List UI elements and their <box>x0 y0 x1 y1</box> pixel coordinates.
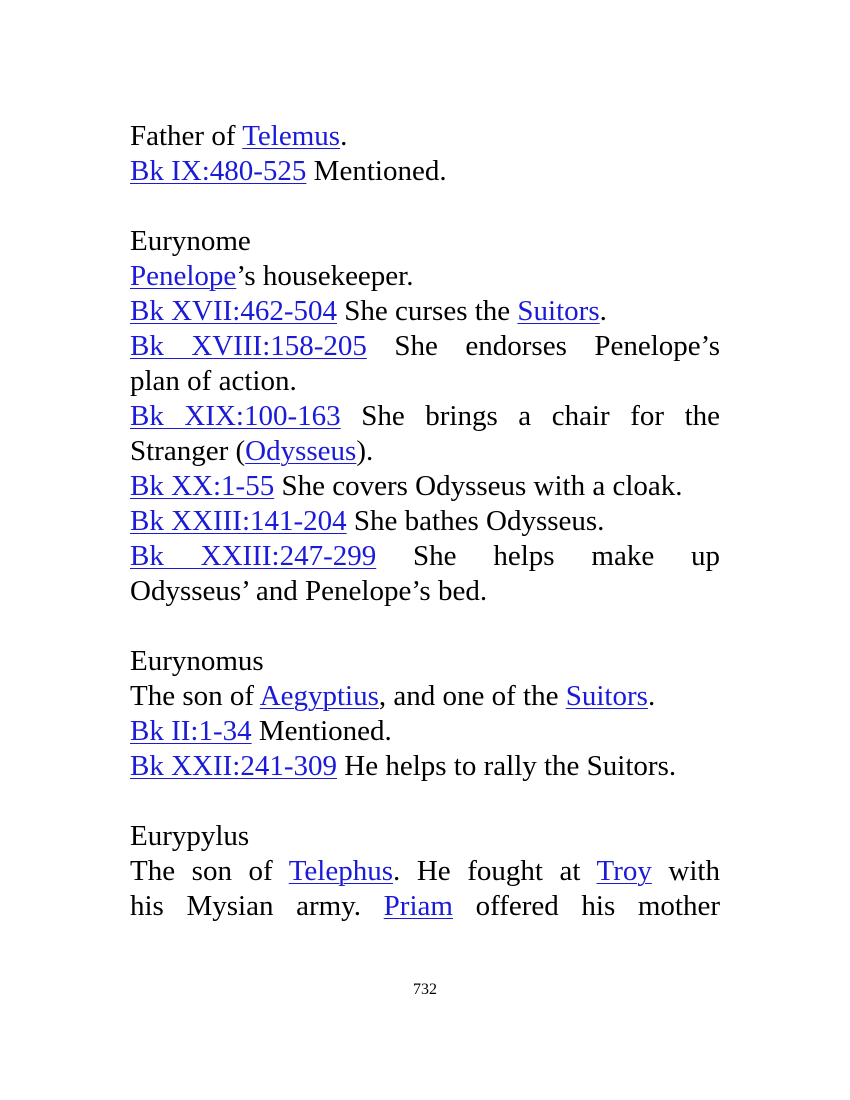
link-bk-xxiii-247-299[interactable]: Bk XXIII:247-299 <box>130 540 377 572</box>
entry-line <box>130 154 720 189</box>
link-bk-xx-1-55[interactable]: Bk XX:1-55 <box>130 470 275 502</box>
entry-text: She helps make up <box>376 540 720 572</box>
page-number: 732 <box>413 981 437 998</box>
link-suitors[interactable]: Suitors <box>565 680 648 712</box>
link-troy[interactable]: Troy <box>596 855 652 887</box>
entry-line: plan of action. <box>130 365 297 397</box>
spacer <box>130 784 720 819</box>
entry-text: She brings a chair for the <box>340 400 720 432</box>
entry-text: Stranger ( <box>130 435 246 467</box>
entry-line: Odysseus’ and Penelope’s bed. <box>130 575 488 607</box>
link-aegyptius[interactable]: Aegyptius <box>259 680 379 712</box>
entry-line <box>130 329 720 364</box>
entry-line <box>130 434 720 469</box>
link-penelope[interactable]: Penelope <box>130 260 237 292</box>
entry-line <box>130 294 720 329</box>
link-bk-xviii-158-205[interactable]: Bk XVIII:158-205 <box>130 330 367 362</box>
entry-text: , and one of the <box>378 680 566 712</box>
entry-text: . <box>599 295 607 327</box>
entry-text: . He fought at <box>393 855 597 887</box>
entry-line <box>130 749 720 784</box>
entry-text: She bathes Odysseus. <box>346 505 605 537</box>
entry-line <box>130 854 720 889</box>
entry-text: . <box>340 120 348 152</box>
entry-line <box>130 469 720 504</box>
entry-text: She curses the <box>337 295 518 327</box>
entry-heading-eurynome: Eurynome <box>130 225 251 257</box>
entry-text: The son of <box>130 680 260 712</box>
link-telephus[interactable]: Telephus <box>288 855 394 887</box>
entry-line <box>130 889 720 924</box>
entry-line <box>130 399 720 434</box>
entry-text: The son of <box>130 855 289 887</box>
link-priam[interactable]: Priam <box>383 890 453 922</box>
entry-text: ). <box>356 435 374 467</box>
entry-text: ’s housekeeper. <box>236 260 414 292</box>
entry-text: . <box>647 680 656 712</box>
entry-heading-eurypylus: Eurypylus <box>130 820 250 852</box>
entry-line <box>130 119 720 154</box>
link-suitors[interactable]: Suitors <box>517 295 600 327</box>
entry-line <box>130 539 720 574</box>
entry-line <box>130 504 720 539</box>
entry-text: offered his mother <box>452 890 720 922</box>
link-bk-xix-100-163[interactable]: Bk XIX:100-163 <box>130 400 341 432</box>
link-telemus[interactable]: Telemus <box>242 120 341 152</box>
link-bk-ii-1-34[interactable]: Bk II:1-34 <box>130 715 252 747</box>
spacer <box>130 609 720 644</box>
entry-text: Mentioned. <box>306 155 447 187</box>
link-bk-xxiii-141-204[interactable]: Bk XXIII:141-204 <box>130 505 347 537</box>
link-bk-xxii-241-309[interactable]: Bk XXII:241-309 <box>130 750 338 782</box>
entry-line <box>130 714 720 749</box>
entry-text: Mentioned. <box>251 715 392 747</box>
document-body <box>130 119 720 924</box>
link-bk-ix-480-525[interactable]: Bk IX:480-525 <box>130 155 307 187</box>
entry-line <box>130 679 720 714</box>
entry-text: He helps to rally the Suitors. <box>337 750 677 782</box>
entry-line <box>130 259 720 294</box>
entry-text: his Mysian army. <box>130 890 384 922</box>
entry-text: Father of <box>130 120 243 152</box>
entry-text: She endorses Penelope’s <box>366 330 720 362</box>
entry-text: with <box>651 855 720 887</box>
spacer <box>130 189 720 224</box>
entry-text: She covers Odysseus with a cloak. <box>274 470 683 502</box>
link-bk-xvii-462-504[interactable]: Bk XVII:462-504 <box>130 295 338 327</box>
entry-heading-eurynomus: Eurynomus <box>130 645 264 677</box>
link-odysseus[interactable]: Odysseus <box>245 435 357 467</box>
